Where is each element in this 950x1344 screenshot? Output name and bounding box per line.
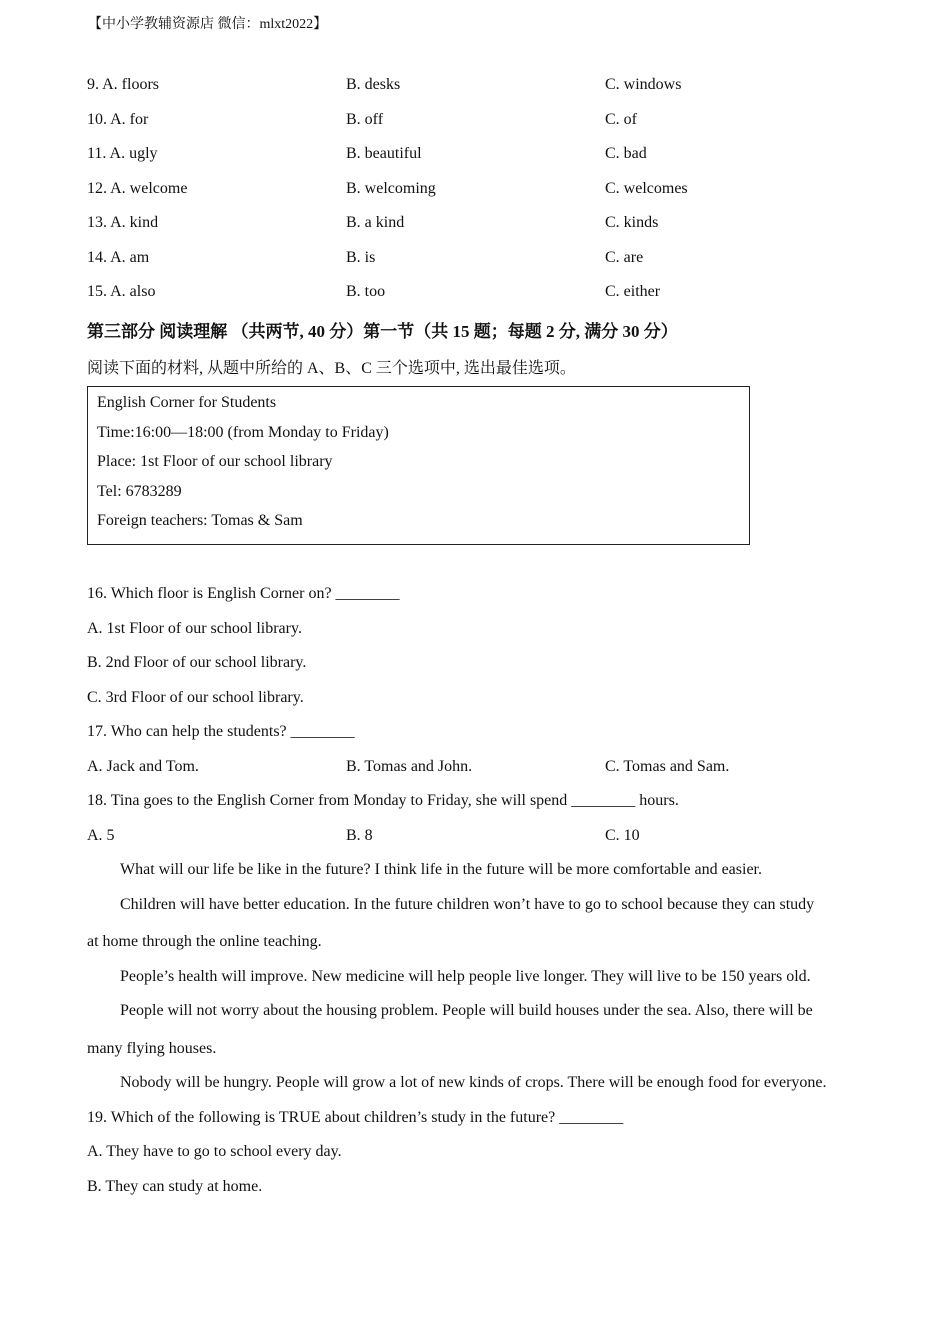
q11-option-b: B. beautiful xyxy=(346,145,422,162)
q17-stem: 17. Who can help the students? ________ xyxy=(87,723,355,740)
q11-option-a: 11. A. ugly xyxy=(87,145,158,162)
header-watermark-note: 【中小学教辅资源店 微信：mlxt2022】 xyxy=(88,17,328,32)
q9-option-c: C. windows xyxy=(605,76,682,93)
q19-stem: 19. Which of the following is TRUE about children’s study in the future? ________ xyxy=(87,1109,624,1126)
q17-option-c: C. Tomas and Sam. xyxy=(605,758,730,775)
notice-title: English Corner for Students xyxy=(97,394,277,411)
passage-paragraph-4-line-2: many flying houses. xyxy=(87,1040,217,1057)
q10-option-b: B. off xyxy=(346,111,384,128)
passage-paragraph-2-line-2: at home through the online teaching. xyxy=(87,933,322,950)
passage-paragraph-5: Nobody will be hungry. People will grow a lot of new kinds of crops. There will be enough food for everyone. xyxy=(120,1074,827,1091)
q12-option-c: C. welcomes xyxy=(605,180,688,197)
passage-paragraph-2-line-1: Children will have better education. In the future children won’t have to go to school because they can study xyxy=(120,896,815,913)
q16-option-c: C. 3rd Floor of our school library. xyxy=(87,689,304,706)
q12-option-b: B. welcoming xyxy=(346,180,436,197)
q15-option-a: 15. A. also xyxy=(87,283,156,300)
notice-teachers: Foreign teachers: Tomas & Sam xyxy=(97,512,303,529)
notice-tel: Tel: 6783289 xyxy=(97,483,182,500)
english-corner-notice xyxy=(87,386,750,545)
q17-option-a: A. Jack and Tom. xyxy=(87,758,199,775)
q17-option-b: B. Tomas and John. xyxy=(346,758,473,775)
q19-option-b: B. They can study at home. xyxy=(87,1178,263,1195)
q15-option-b: B. too xyxy=(346,283,386,300)
q9-option-a: 9. A. floors xyxy=(87,76,159,93)
passage-paragraph-1: What will our life be like in the future? I think life in the future will be more comfortable and easier. xyxy=(120,861,762,878)
section-instruction: 阅读下面的材料, 从题中所给的 A、B、C 三个选项中, 选出最佳选项。 xyxy=(87,360,576,377)
q13-option-a: 13. A. kind xyxy=(87,214,159,231)
q13-option-c: C. kinds xyxy=(605,214,659,231)
q16-stem: 16. Which floor is English Corner on? ________ xyxy=(87,585,400,602)
q10-option-a: 10. A. for xyxy=(87,111,149,128)
q14-option-b: B. is xyxy=(346,249,376,266)
q11-option-c: C. bad xyxy=(605,145,647,162)
q18-option-c: C. 10 xyxy=(605,827,640,844)
q14-option-a: 14. A. am xyxy=(87,249,150,266)
q18-option-a: A. 5 xyxy=(87,827,115,844)
q12-option-a: 12. A. welcome xyxy=(87,180,188,197)
notice-place: Place: 1st Floor of our school library xyxy=(97,453,333,470)
q16-option-a: A. 1st Floor of our school library. xyxy=(87,620,302,637)
q18-option-b: B. 8 xyxy=(346,827,373,844)
q18-stem: 18. Tina goes to the English Corner from Monday to Friday, she will spend ________ hours. xyxy=(87,792,679,809)
notice-time: Time:16:00—18:00 (from Monday to Friday) xyxy=(97,424,389,441)
q15-option-c: C. either xyxy=(605,283,661,300)
passage-paragraph-3: People’s health will improve. New medicine will help people live longer. They will live to be 150 years old. xyxy=(120,968,811,985)
q16-option-b: B. 2nd Floor of our school library. xyxy=(87,654,307,671)
passage-paragraph-4-line-1: People will not worry about the housing problem. People will build houses under the sea. Also, there will be xyxy=(120,1002,813,1019)
q13-option-b: B. a kind xyxy=(346,214,405,231)
q9-option-b: B. desks xyxy=(346,76,401,93)
q14-option-c: C. are xyxy=(605,249,644,266)
q19-option-a: A. They have to go to school every day. xyxy=(87,1143,342,1160)
section-title: 第三部分 阅读理解 （共两节, 40 分）第一节（共 15 题；每题 2 分, 满分 30 分） xyxy=(87,322,678,341)
q10-option-c: C. of xyxy=(605,111,637,128)
